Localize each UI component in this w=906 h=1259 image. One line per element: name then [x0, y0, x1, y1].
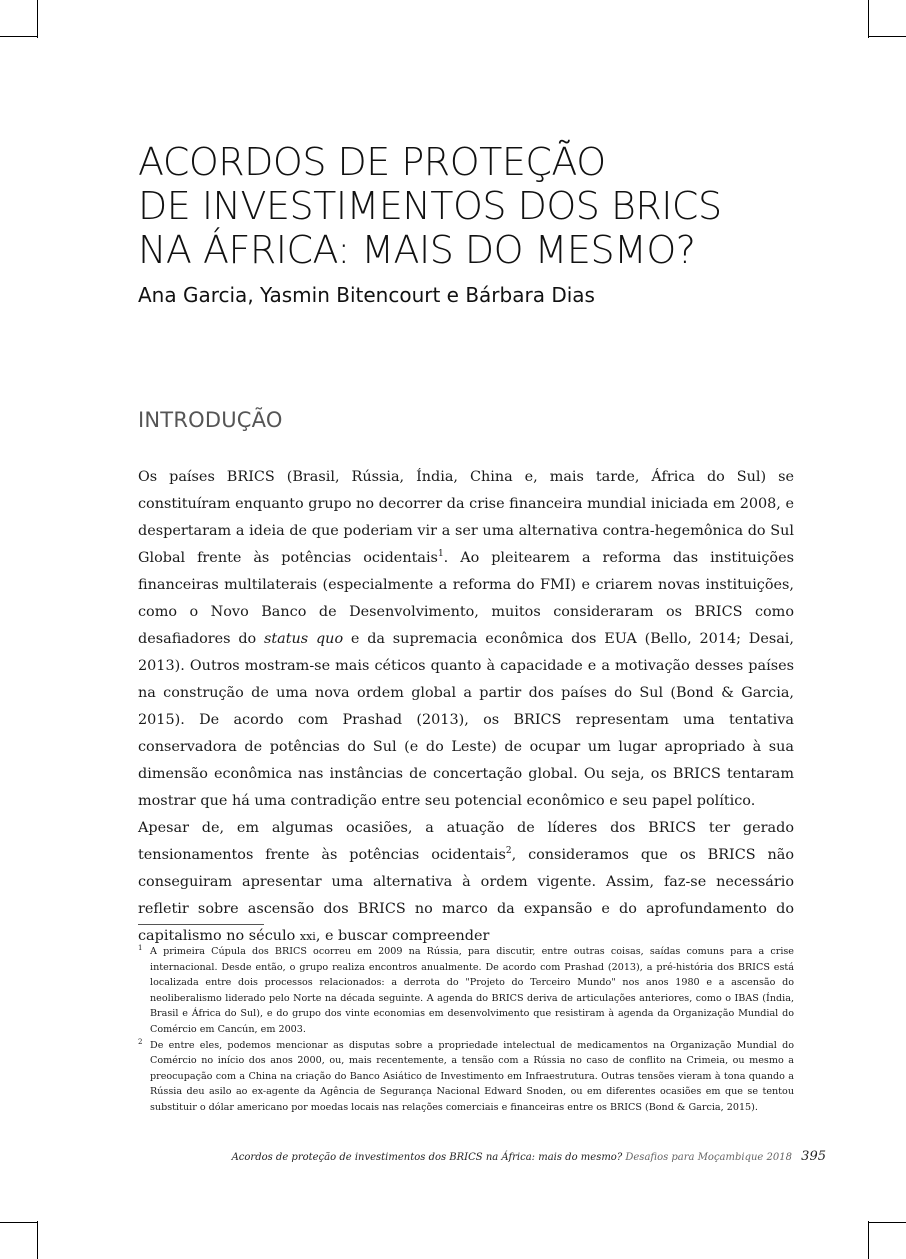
text-run: e da supremacia econômica dos EUA (Bello, 2014; Desai, 2013). Outros mostram-se mais céticos quanto à capacidade e a motivação desses países na construção de uma nova ordem global a partir dos países do Sul (Bond & Garcia, 2015). De acordo com Prashad (2013), os BRICS representam uma tentativa conservadora de potências do Sul (e do Leste) de ocupar um lugar apropriado à sua dimensão econômica nas instâncias de concertação global. Ou seja, os BRICS tentaram mostrar que há uma contradição entre seu potencial econômico e seu papel político. [138, 631, 794, 809]
paragraph [138, 464, 794, 815]
crop-mark [868, 1221, 869, 1259]
body-text [138, 464, 794, 950]
emphasis: status quo [263, 631, 344, 647]
text-run: , e buscar compreender [315, 928, 490, 944]
crop-mark [0, 36, 38, 37]
footnote-ref[interactable]: 1 [437, 549, 444, 560]
footnote-text: A primeira Cúpula dos BRICS ocorreu em 2009 na Rússia, para discutir, entre outras coisas, saídas comuns para a crise internacional. Desde então, o grupo realiza encontros anualmente. De acordo com Prashad (2013), a pré-história dos BRICS está localizada entre dois processos relacionados: a derrota do "Projeto do Terceiro Mundo" nos anos 1980 e a ascensão do neoliberalismo liderado pelo Norte na década seguinte. A agenda do BRICS deriva de articulações anteriores, como o IBAS (Índia, Brasil e África do Sul), e do grupo dos vinte economias em desenvolvimento que resistiram à agenda da Organização Mundial do Comércio em Cancún, em 2003. [150, 946, 794, 1035]
footnote [138, 944, 794, 1038]
text-run: Apesar de, em algumas ocasiões, a atuação de líderes dos BRICS ter gerado tensionamentos frente às potências ocidentais [138, 820, 794, 863]
footer-publication: Desafios para Moçambique 2018 [625, 1152, 792, 1163]
section-heading: INTRODUÇÃO [138, 408, 283, 432]
chapter-title [138, 140, 778, 272]
footnote-ref[interactable]: 2 [505, 846, 512, 857]
footnote [138, 1038, 794, 1116]
authors: Ana Garcia, Yasmin Bitencourt e Bárbara Dias [138, 283, 595, 307]
crop-mark [868, 0, 869, 38]
crop-mark [37, 0, 38, 38]
crop-mark [37, 1221, 38, 1259]
footnotes [138, 944, 794, 1116]
text-run: , consideramos que os BRICS não conseguiram apresentar uma alternativa à ordem vigente. Assim, faz-se necessário refletir sobre ascensão dos BRICS no marco da expansão e do aprofundamento do capitalismo no século [138, 847, 794, 944]
footer-chapter-title: Acordos de proteção de investimentos dos BRICS na África: mais do mesmo? [231, 1152, 623, 1163]
title-line: NA ÁFRICA: MAIS DO MESMO? [138, 228, 696, 272]
title-line: ACORDOS DE PROTEÇÃO [138, 140, 606, 184]
crop-mark [868, 36, 906, 37]
footnote-number: 1 [138, 944, 143, 952]
running-footer [232, 1149, 826, 1164]
page-number: 395 [801, 1149, 826, 1164]
paragraph [138, 815, 794, 950]
crop-mark [868, 1222, 906, 1223]
text-run: . Ao pleitearem a reforma das instituições financeiras multilaterais (especialmente a reforma do FMI) e criarem novas instituições, como o Novo Banco de Desenvolvimento, muitos consideraram os BRICS como desafiadores do [138, 550, 794, 647]
footnote-separator [138, 924, 264, 925]
title-line: DE INVESTIMENTOS DOS BRICS [138, 184, 722, 228]
footnote-number: 2 [138, 1037, 143, 1046]
text-run: Os países BRICS (Brasil, Rússia, Índia, China e, mais tarde, África do Sul) se constituíram enquanto grupo no decorrer da crise financeira mundial iniciada em 2008, e despertaram a ideia de que poderiam vir a ser uma alternativa contra-hegemônica do Sul Global frente às potências ocidentais [138, 469, 794, 566]
small-caps-century: xxi [299, 930, 316, 943]
crop-mark [0, 1222, 38, 1223]
footnote-text: De entre eles, podemos mencionar as disputas sobre a propriedade intelectual de medicamentos na Organização Mundial do Comércio no início dos anos 2000, ou, mais recentemente, a tensão com a Rússia no caso de conflito na Crimeia, ou mesmo a preocupação com a China na criação do Banco Asiático de Investimento em Infraestrutura. Outras tensões vieram à tona quando a Rússia deu asilo ao ex-agente da Agência de Segurança Nacional Edward Snoden, ou em diferentes ocasiões em que se tentou substituir o dólar americano por moedas locais nas relações comerciais e financeiras entre os BRICS (Bond & Garcia, 2015). [150, 1039, 794, 1113]
